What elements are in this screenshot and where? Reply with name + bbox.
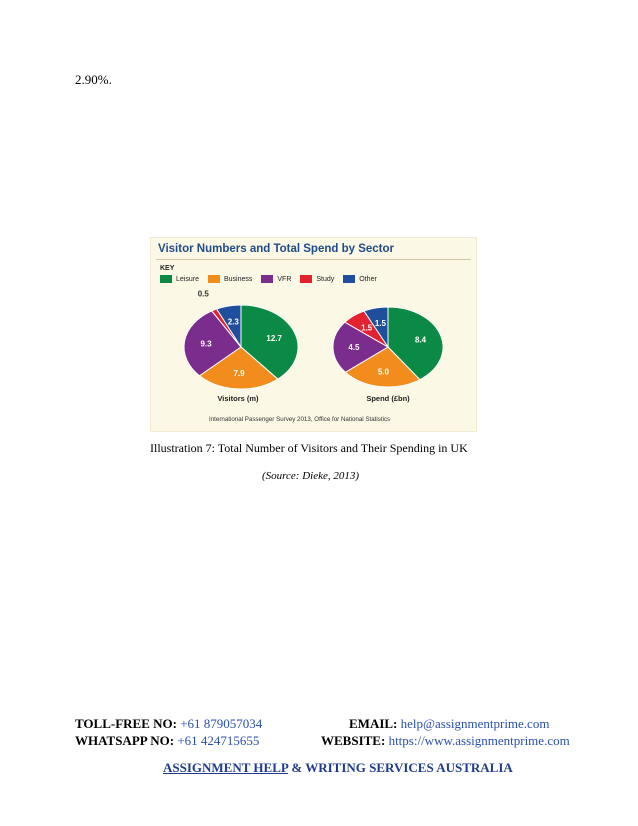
pie-chart-spend <box>333 307 443 403</box>
email-label: EMAIL: <box>349 716 398 731</box>
whatsapp-line <box>75 733 259 749</box>
banner-text: & WRITING SERVICES AUSTRALIA <box>288 760 513 775</box>
slice-value-label: 0.5 <box>197 289 209 299</box>
slice-value-label: 5.0 <box>377 367 389 377</box>
chart-source-note: International Passenger Survey 2013, Office for National Statistics <box>209 416 391 423</box>
slice-value-label: 4.5 <box>348 343 360 353</box>
body-text-fragment: 2.90%. <box>75 72 112 87</box>
slice-value-label: 12.7 <box>266 334 282 344</box>
legend-key-label: KEY <box>160 265 175 272</box>
slice-value-label: 7.9 <box>233 369 245 378</box>
legend-label: VFR <box>277 275 292 283</box>
legend-label: Business <box>223 275 253 283</box>
email-link[interactable]: help@assignmentprime.com <box>400 716 550 731</box>
footer-banner <box>163 760 513 776</box>
tollfree-number[interactable]: +61 879057034 <box>180 716 263 731</box>
tollfree-label: TOLL-FREE NO: <box>75 716 177 731</box>
slice-value-label: 1.5 <box>374 318 386 328</box>
pie-charts <box>151 238 476 431</box>
website-label: WEBSITE: <box>321 733 386 748</box>
legend-label: Study <box>316 275 335 283</box>
legend-label: Leisure <box>176 275 199 283</box>
whatsapp-number[interactable]: +61 424715655 <box>177 733 260 748</box>
tollfree-line <box>75 716 262 732</box>
website-link[interactable]: https://www.assignmentprime.com <box>388 733 570 748</box>
figure-source: (Source: Dieke, 2013) <box>262 470 360 482</box>
whatsapp-label: WHATSAPP NO: <box>75 733 175 748</box>
slice-value-label: 2.3 <box>227 317 239 327</box>
slice-value-label: 8.4 <box>414 335 427 345</box>
legend-label: Other <box>359 275 377 283</box>
pie-chart-visitors <box>184 289 298 403</box>
email-line <box>349 716 549 732</box>
slice-value-label: 9.3 <box>200 339 212 349</box>
chart-figure <box>150 237 477 432</box>
slice-value-label: 1.5 <box>361 323 373 333</box>
figure-caption: Illustration 7: Total Number of Visitors and Their Spending in UK <box>150 441 468 455</box>
chart-title: Visitor Numbers and Total Spend by Sector <box>158 243 395 255</box>
pie-title: Visitors (m) <box>217 394 259 403</box>
banner-link[interactable]: ASSIGNMENT HELP <box>163 760 289 775</box>
website-line <box>321 733 570 749</box>
pie-title: Spend (£bn) <box>366 394 410 403</box>
